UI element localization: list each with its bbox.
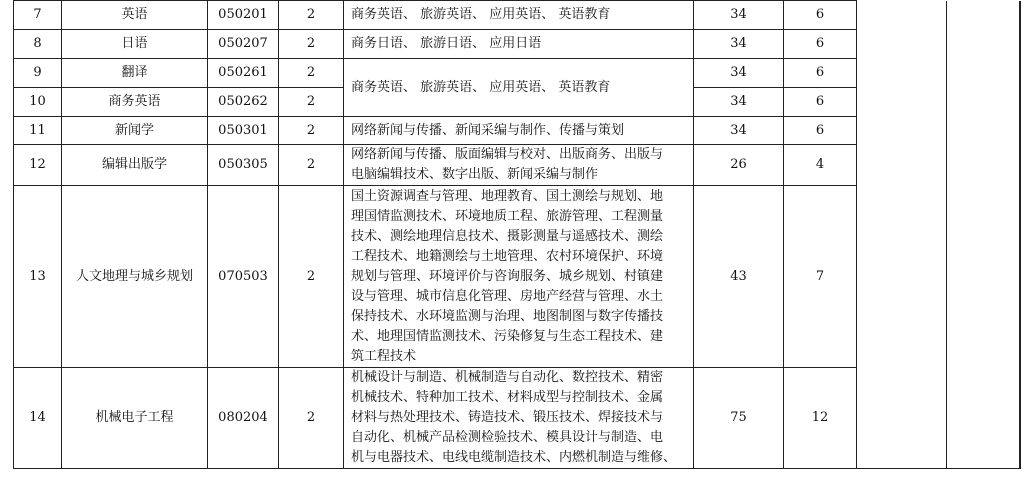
credits: 34 [694, 30, 784, 59]
related-majors-line: 工程技术、地籍测绘与土地管理、农村环境保护、环境 [351, 248, 664, 264]
related-majors-line: 电脑编辑技术、数字出版、新闻采编与制作 [351, 167, 599, 182]
related-majors-line: 机与电器技术、电线电缆制造技术、内燃机制造与维修、 [351, 450, 677, 465]
related-majors-line: 设与管理、城市信息化管理、房地产经营与管理、水土 [351, 288, 664, 304]
major-name: 新闻学 [62, 117, 208, 145]
row-number: 11 [14, 117, 62, 145]
related-majors-line: 技术、测绘地理信息技术、摄影测量与遥感技术、测绘 [351, 228, 664, 244]
major-name: 人文地理与城乡规划 [62, 186, 208, 368]
credits: 75 [694, 368, 784, 469]
major-code: 050207 [208, 30, 279, 59]
credits: 34 [694, 117, 784, 145]
row-number: 8 [14, 30, 62, 59]
study-years: 2 [279, 117, 344, 145]
related-majors [344, 145, 694, 186]
related-majors [344, 59, 694, 117]
credits: 26 [694, 145, 784, 186]
row-number: 14 [14, 368, 62, 469]
blank-cell [947, 1, 1020, 469]
row-number: 13 [14, 186, 62, 368]
related-majors [344, 1, 694, 30]
related-majors [344, 30, 694, 59]
study-years: 2 [279, 1, 344, 30]
credits: 34 [694, 59, 784, 88]
related-majors-line: 网络新闻与传播、新闻采编与制作、传播与策划 [351, 122, 625, 138]
study-years: 2 [279, 145, 344, 186]
related-majors [344, 368, 694, 469]
related-majors-line: 自动化、机械产品检测检验技术、模具设计与制造、电 [351, 430, 664, 445]
related-majors-line: 规划与管理、环境评价与咨询服务、城乡规划、村镇建 [351, 268, 664, 284]
study-years: 2 [279, 30, 344, 59]
related-majors-line: 材料与热处理技术、铸造技术、锻压技术、焊接技术与 [351, 410, 664, 425]
table-row [14, 1, 1021, 30]
related-majors-line: 机械技术、特种加工技术、材料成型与控制技术、金属 [351, 390, 664, 405]
major-table [13, 0, 1021, 469]
study-years: 2 [279, 186, 344, 368]
course-count: 7 [784, 186, 857, 368]
related-majors-line: 筑工程技术 [351, 348, 417, 364]
major-name: 翻译 [62, 59, 208, 88]
course-count: 6 [784, 1, 857, 30]
major-code: 050305 [208, 145, 279, 186]
blank-cell [857, 1, 947, 469]
row-number: 7 [14, 1, 62, 30]
major-name: 商务英语 [62, 88, 208, 117]
course-count: 6 [784, 30, 857, 59]
related-majors-line: 保持技术、水环境监测与治理、地图制图与数字传播技 [351, 308, 664, 324]
study-years: 2 [279, 368, 344, 469]
credits: 43 [694, 186, 784, 368]
major-code: 070503 [208, 186, 279, 368]
major-code: 050262 [208, 88, 279, 117]
row-number: 12 [14, 145, 62, 186]
major-name: 机械电子工程 [62, 368, 208, 469]
related-majors-line: 商务英语、 旅游英语、 应用英语、 英语教育 [351, 7, 611, 22]
course-count: 12 [784, 368, 857, 469]
major-code: 080204 [208, 368, 279, 469]
related-majors-line: 国土资源调查与管理、地理教育、国土测绘与规划、地 [351, 188, 664, 204]
course-count: 6 [784, 88, 857, 117]
related-majors-line: 机械设计与制造、机械制造与自动化、数控技术、精密 [351, 370, 664, 385]
major-code: 050201 [208, 1, 279, 30]
course-count: 6 [784, 59, 857, 88]
row-number: 10 [14, 88, 62, 117]
related-majors [344, 186, 694, 368]
related-majors-line: 理国情监测技术、环境地质工程、旅游管理、工程测量 [351, 208, 664, 224]
course-count: 6 [784, 117, 857, 145]
credits: 34 [694, 88, 784, 117]
credits: 34 [694, 1, 784, 30]
study-years: 2 [279, 59, 344, 88]
related-majors-line: 商务日语、 旅游日语、 应用日语 [351, 36, 542, 51]
row-number: 9 [14, 59, 62, 88]
related-majors-line: 商务英语、 旅游英语、 应用英语、 英语教育 [351, 79, 611, 95]
major-code: 050301 [208, 117, 279, 145]
major-name: 日语 [62, 30, 208, 59]
related-majors [344, 117, 694, 145]
blank-cell [1020, 1, 1021, 469]
study-years: 2 [279, 88, 344, 117]
major-name: 英语 [62, 1, 208, 30]
related-majors-line: 术、地理国情监测技术、污染修复与生态工程技术、建 [351, 328, 664, 344]
major-name: 编辑出版学 [62, 145, 208, 186]
course-count: 4 [784, 145, 857, 186]
major-code: 050261 [208, 59, 279, 88]
related-majors-line: 网络新闻与传播、版面编辑与校对、出版商务、出版与 [351, 147, 664, 162]
